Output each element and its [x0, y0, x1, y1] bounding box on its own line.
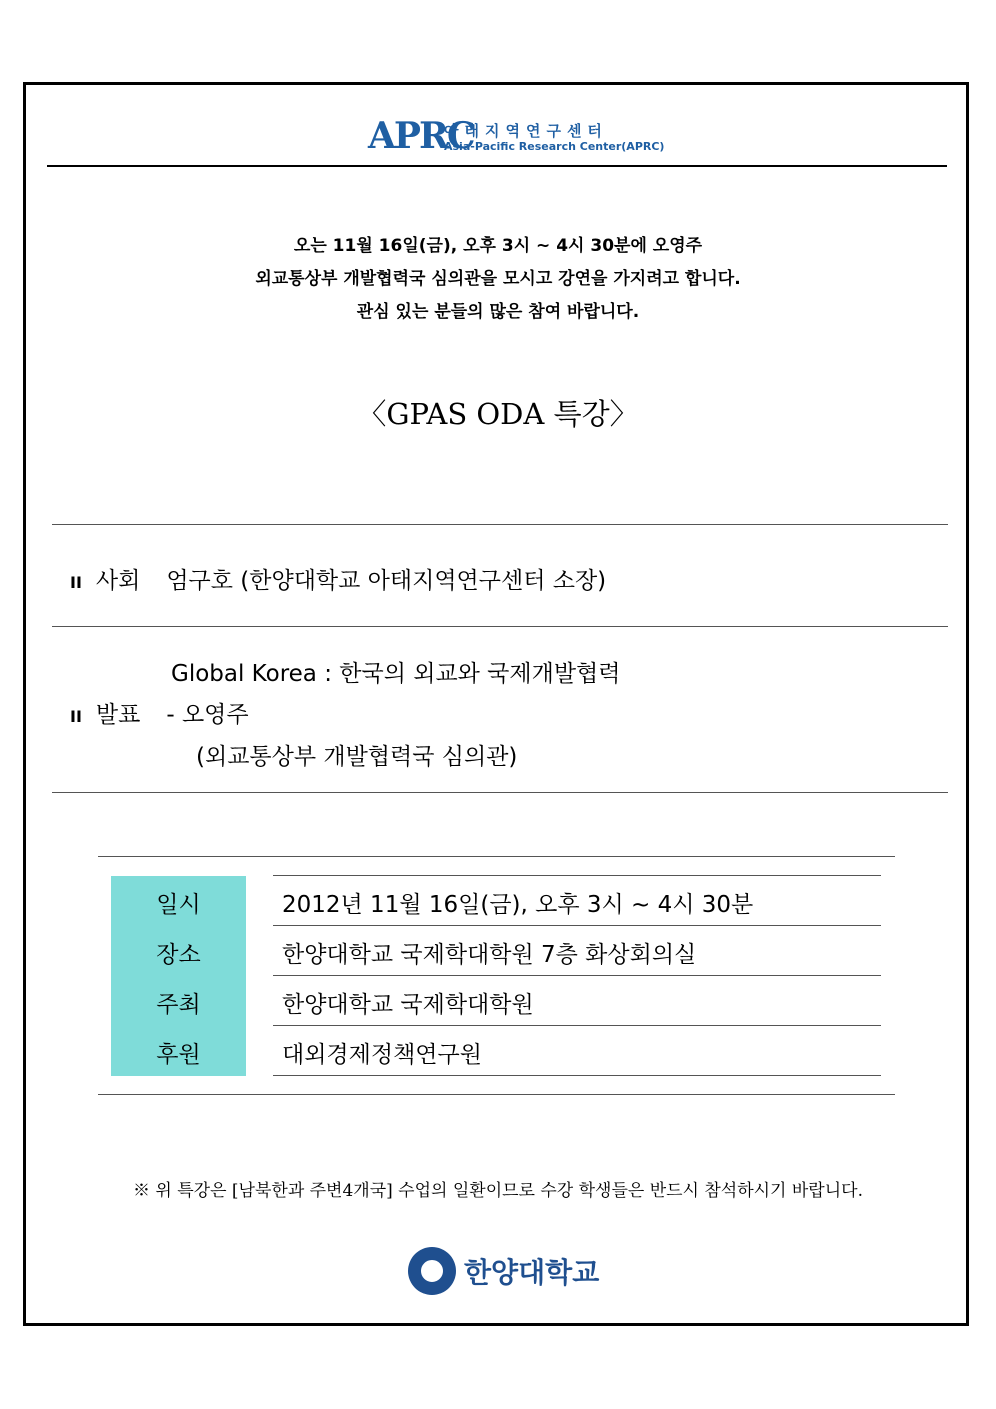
row-divider	[273, 975, 881, 976]
talk-label: 발표	[95, 702, 141, 728]
section-divider	[52, 626, 948, 627]
info-label-sponsor: 후원	[156, 1042, 201, 1068]
row-divider	[273, 1075, 881, 1076]
talk-title: Global Korea : 한국의 외교와 국제개발협력	[171, 661, 621, 687]
host-value: 엄구호 (한양대학교 아태지역연구센터 소장)	[166, 568, 607, 594]
info-table-bottom-border	[98, 1094, 895, 1095]
row-divider	[273, 925, 881, 926]
intro-line-1: 오는 11월 16일(금), 오후 3시 ~ 4시 30분에 오영주	[293, 236, 703, 256]
intro-line-3: 관심 있는 분들의 많은 참여 바랍니다.	[356, 302, 640, 322]
host-label: 사회	[95, 568, 141, 594]
info-value-organizer: 한양대학교 국제학대학원	[282, 992, 534, 1018]
bullet-mark: II	[70, 573, 82, 592]
intro-line-2: 외교통상부 개발협력국 심의관을 모시고 강연을 가지려고 합니다.	[255, 269, 741, 289]
bullet-mark: II	[70, 707, 82, 726]
row-divider	[273, 1025, 881, 1026]
info-label-date: 일시	[156, 892, 201, 918]
host-section	[70, 562, 606, 595]
info-value-date: 2012년 11월 16일(금), 오후 3시 ~ 4시 30분	[282, 892, 754, 918]
logo-english-text: Asia-Pacific Research Center(APRC)	[444, 140, 665, 153]
intro-paragraph	[0, 230, 996, 329]
event-title: 〈GPAS ODA 특강〉	[357, 397, 639, 431]
attendance-notice: ※ 위 특강은 [남북한과 주변4개국] 수업의 일환이므로 수강 학생들은 반드시 참석하시기 바랍니다.	[133, 1181, 863, 1201]
info-table-top-border	[98, 856, 895, 857]
hanyang-logo	[408, 1245, 608, 1297]
info-label-organizer: 주최	[156, 992, 201, 1018]
university-seal-icon	[408, 1247, 456, 1295]
logo-korean-text: 아태지역연구센터	[444, 122, 608, 140]
section-divider	[52, 792, 948, 793]
university-name: 한양대학교	[464, 1256, 600, 1289]
talk-speaker: - 오영주	[166, 702, 249, 728]
header-divider	[47, 165, 947, 167]
talk-affiliation: (외교통상부 개발협력국 심의관)	[196, 744, 518, 770]
talk-section	[70, 696, 249, 729]
logo-mark: APRC	[368, 115, 474, 157]
aprc-logo	[368, 115, 665, 160]
row-divider	[273, 875, 881, 876]
section-divider	[52, 524, 948, 525]
info-value-venue: 한양대학교 국제학대학원 7층 화상회의실	[282, 942, 697, 968]
info-value-sponsor: 대외경제정책연구원	[282, 1042, 482, 1068]
info-label-venue: 장소	[156, 942, 201, 968]
seal-center	[420, 1259, 444, 1283]
